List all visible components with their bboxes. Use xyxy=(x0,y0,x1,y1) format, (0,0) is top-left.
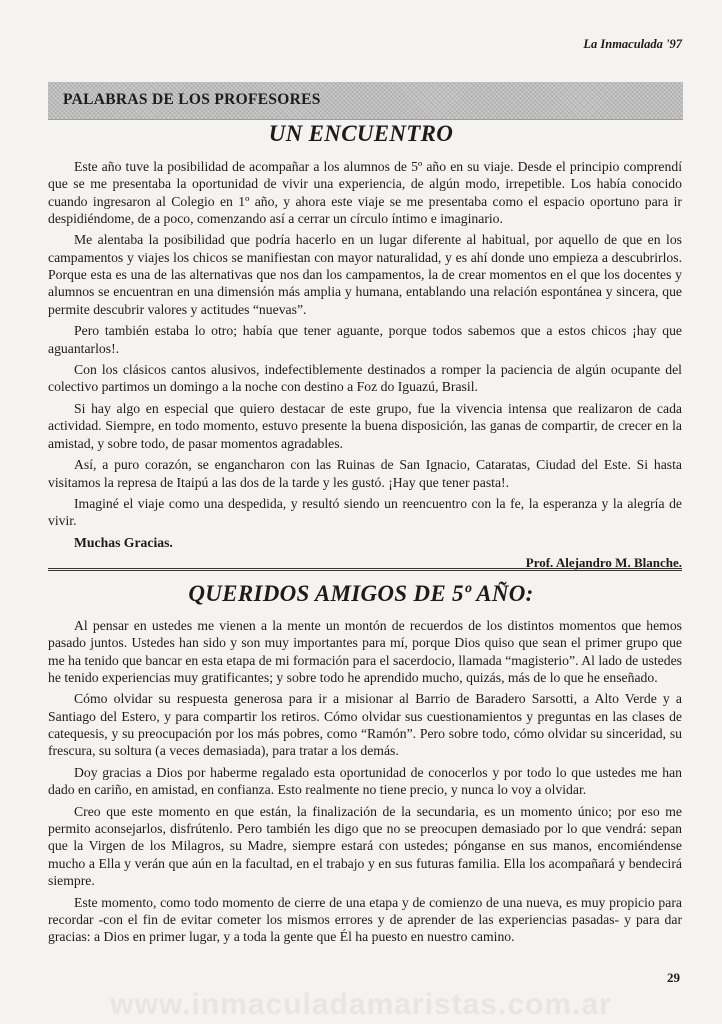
publication-header: La Inmaculada '97 xyxy=(583,37,682,51)
paragraph: Imaginé el viaje como una despedida, y resultó siendo un reencuentro con la fe, la esperanza y la alegría de vivir. xyxy=(48,496,682,529)
paragraph: Me alentaba la posibilidad que podría hacerlo en un lugar diferente al habitual, por aquello de que en los campamentos y viajes los chicos se manifiestan con mayor naturalidad, y es ahí donde uno empieza a descubrirlos. Porque esta es una de las alternativas que nos dan los campamentos, la de crear momentos en el que los docentes y alumnos se encuentran en una dimensión más amplia y humana, entablando una relación espontánea y sincera, que permite descubrir valores y actitudes “nuevas”. xyxy=(48,232,682,317)
paragraph: Así, a puro corazón, se engancharon con las Ruinas de San Ignacio, Cataratas, Ciudad del Este. Si hasta visitamos la represa de Itaipú a las dos de la tarde y les gustó. ¡Hay que tener pasta!. xyxy=(48,457,682,490)
paragraph: Al pensar en ustedes me vienen a la mente un montón de recuerdos de los distintos momentos que hemos pasado juntos. Ustedes han sido y son muy importantes para mí, porque Dios quiso que sean el primer grupo que me ha tenido que bancar en esta etapa de mi formación para el sacerdocio, llamada “magisterio”. Al lado de ustedes he tenido experiencias muy gratificantes; y sobre todo he aprendido mucho, quizás, más de lo que he enseñado. xyxy=(48,618,682,685)
watermark: www.inmaculadamaristas.com.ar xyxy=(110,988,612,1021)
author-signature: Prof. Alejandro M. Blanche. xyxy=(525,554,682,570)
paragraph: Con los clásicos cantos alusivos, indefectiblemente destinados a romper la paciencia de algún ocupante del colectivo partimos un domingo a la noche con destino a Foz do Iguazú, Brasil. xyxy=(48,362,682,395)
paragraph: Este momento, como todo momento de cierre de una etapa y de comienzo de una nueva, es muy propicio para recordar -con el fin de evitar cometer los mismos errores y de aprender de las experiencias pasadas- y para dar gracias: a Dios en primer lugar, y a toda la gente que Él ha puesto en nuestro camino. xyxy=(48,894,682,945)
paragraph: Si hay algo en especial que quiero destacar de este grupo, fue la vivencia intensa que realizaron de cada actividad. Siempre, en todo momento, estuvo presente la buena disposición, las ganas de compartir, de crecer en la amistad, y sobre todo, de pasar momentos agradables. xyxy=(48,401,682,451)
article-body-queridos-amigos xyxy=(48,617,682,950)
page-number: 29 xyxy=(667,970,680,985)
article-body-encuentro xyxy=(48,158,682,571)
closing-line: Muchas Gracias. xyxy=(74,535,173,551)
article-title-queridos-amigos: QUERIDOS AMIGOS DE 5º AÑO: xyxy=(188,581,534,606)
paragraph: Cómo olvidar su respuesta generosa para ir a misionar al Barrio de Baradero Sarsotti, a Alto Verde y a Santiago del Estero, y para compartir los retiros. Cómo olvidar sus cuestionamientos y preguntas en las clases de catequesis, y su preocupación por los más pobres, como “Ramón”. Pero sobre todo, cómo olvidar su sinceridad, su frescura, su soltura (a veces demasiada), para tratar a los demás. xyxy=(48,691,682,759)
paragraph: Este año tuve la posibilidad de acompañar a los alumnos de 5º año en su viaje. Desde el principio comprendí que se me presentaba la oportunidad de vivir una experiencia, de algún modo, irrepetible. Los había conocido cuando ingresaron al Colegio en 1º año, y ahora este viaje se me presentaba como el espacio oportuno para ir despidiéndome, de a poco, comenzando así a cerrar un círculo íntimo e imaginario. xyxy=(48,159,682,226)
paragraph: Pero también estaba lo otro; había que tener aguante, porque todos sabemos que a estos chicos ¡hay que aguantarlos!. xyxy=(48,323,682,356)
paragraph: Doy gracias a Dios por haberme regalado esta oportunidad de conocerlos y por todo lo que ustedes me han dado en cariño, en amistad, en confianza. Esto realmente no tiene precio, y nunca lo voy a olvidar. xyxy=(48,764,682,798)
section-banner xyxy=(48,82,683,120)
section-banner-label: PALABRAS DE LOS PROFESORES xyxy=(63,91,321,108)
section-divider xyxy=(48,568,682,571)
article-title-encuentro: UN ENCUENTRO xyxy=(268,121,454,146)
paragraph: Creo que este momento en que están, la finalización de la secundaria, es un momento único; por eso me permito aconsejarlos, disfrútenlo. Pero también les digo que no se preocupen demasiado por lo que vendrá: sepan que la Virgen de los Milagros, su Madre, siempre estará con ustedes; pónganse en sus manos, encomiéndense mucho a Ella y verán que aún en la facultad, en el trabajo y en sus futuras familia. Ella los acompañará y bendecirá siempre. xyxy=(48,803,682,889)
